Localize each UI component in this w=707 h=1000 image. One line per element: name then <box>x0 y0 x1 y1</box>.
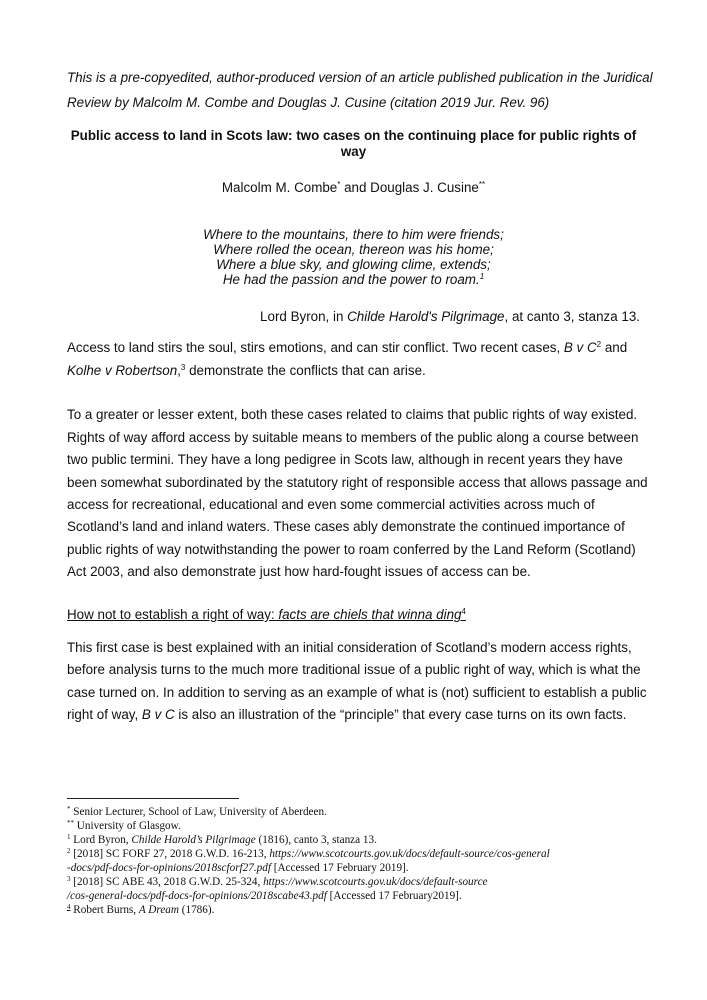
footnote-1-work: Childe Harold’s Pilgrimage <box>131 834 256 846</box>
paragraph-3-line-2: before analysis turns to the much more traditional issue of a public right of way, which is what the <box>67 662 641 677</box>
paragraph-2-line-7: public rights of way notwithstanding the power to roam conferred by the Land Reform (Scotland) <box>67 542 636 557</box>
attribution-work: Childe Harold's Pilgrimage <box>347 309 505 324</box>
paragraph-2-line-8: Act 2003, and also demonstrate just how hard-fought issues of access can be. <box>67 564 531 579</box>
footnote-3-text-a: [2018] SC ABE 43, 2018 G.W.D. 25-324, <box>70 876 264 888</box>
footnote-ref-2[interactable]: 2 <box>596 340 602 349</box>
footnote-double-star-mark: ** <box>67 819 74 827</box>
paragraph-3-line-4 <box>67 707 626 722</box>
epigraph-line-4 <box>0 272 707 287</box>
p3-text-b: is also an illustration of the “principle” that every case turns on its own facts. <box>174 707 627 722</box>
footnote-3-text-b: [Accessed 17 February2019]. <box>326 890 462 902</box>
footnote-1-text-b: (1816), canto 3, stanza 13. <box>255 834 377 846</box>
footnote-star-mark: * <box>67 805 71 813</box>
footnote-3 <box>67 876 488 888</box>
footnote-2-cont <box>67 862 409 874</box>
section-heading <box>67 607 466 622</box>
author-2: Douglas J. Cusine <box>370 180 479 195</box>
footnote-4 <box>67 904 214 916</box>
footnote-2 <box>67 848 550 860</box>
attribution-suffix: , at canto 3, stanza 13. <box>504 309 640 324</box>
paragraph-3-line-1: This first case is best explained with an initial consideration of Scotland’s modern access rights, <box>67 640 632 655</box>
footnote-2-text-b: [Accessed 17 February 2019]. <box>270 862 409 874</box>
attribution-prefix: Lord Byron, in <box>260 309 348 324</box>
publication-note-line-2: Review by Malcolm M. Combe and Douglas J. Cusine (citation 2019 Jur. Rev. 96) <box>67 95 550 110</box>
paragraph-1-line-1 <box>67 340 627 355</box>
footnote-2-text-a: [2018] SC FORF 27, 2018 G.W.D. 16-213, <box>70 848 270 860</box>
p1-text-a: Access to land stirs the soul, stirs emotions, and can stir conflict. Two recent cases, <box>67 340 564 355</box>
footnote-3-mark: 3 <box>67 875 71 883</box>
footnote-ref-3[interactable]: 3 <box>180 363 186 372</box>
footnote-separator <box>67 798 239 799</box>
footnote-3-link-cont[interactable]: /cos-general-docs/pdf-docs-for-opinions/2018scabe43.pdf <box>67 890 327 902</box>
p1-text-c: demonstrate the conflicts that can arise. <box>185 363 426 378</box>
paragraph-1-line-2 <box>67 363 426 378</box>
footnote-double-star-text: University of Glasgow. <box>74 820 181 832</box>
case-name-b-v-c: B v C <box>563 340 597 355</box>
footnote-star-text: Senior Lecturer, School of Law, University of Aberdeen. <box>70 806 327 818</box>
section-heading-italic: facts are chiels that winna ding <box>278 607 462 622</box>
footnote-2-link[interactable]: https://www.scotcourts.gov.uk/docs/default-source/cos-general <box>269 848 550 860</box>
footnote-2-link-cont[interactable]: -docs/pdf-docs-for-opinions/2018scforf27.pdf <box>67 862 271 874</box>
footnote-double-star <box>67 820 181 832</box>
paragraph-3-line-3: case turned on. In addition to serving as an example of what is (not) sufficient to establish a public <box>67 685 647 700</box>
paragraph-2-line-2: Rights of way afford access by suitable means to members of the public along a course between <box>67 430 639 445</box>
paragraph-2-line-3: two public termini. They have a long pedigree in Scots law, although in recent years they have <box>67 452 623 467</box>
p3-case-name: B v C <box>141 707 175 722</box>
footnote-ref-1[interactable]: 1 <box>479 272 485 281</box>
paragraph-2-line-1: To a greater or lesser extent, both these cases related to claims that public rights of way existed. <box>67 407 638 422</box>
footnote-1-text-a: Lord Byron, <box>70 834 132 846</box>
footnote-2-mark: 2 <box>67 847 71 855</box>
case-name-kolhe: Kolhe v Robertson <box>67 363 178 378</box>
authors-joiner: and <box>340 180 371 195</box>
footnote-4-text-a: Robert Burns, <box>70 904 139 916</box>
p1-comma: , <box>177 363 181 378</box>
section-heading-text: How not to establish a right of way: <box>67 607 279 622</box>
paragraph-2-line-5: access for recreational, educational and even some commercial activities across much of <box>67 497 595 512</box>
epigraph-line-1: Where to the mountains, there to him were friends; <box>203 227 504 242</box>
footnote-star <box>67 806 327 818</box>
epigraph-line-4-text: He had the passion and the power to roam. <box>222 272 480 287</box>
paragraph-2-line-6: Scotland’s land and inland waters. These cases ably demonstrate the continued importance of <box>67 519 625 534</box>
author-1: Malcolm M. Combe <box>221 180 338 195</box>
authors <box>0 180 707 195</box>
epigraph-line-2: Where rolled the ocean, thereon was his home; <box>213 242 494 257</box>
p3-text-a: right of way, <box>67 707 142 722</box>
footnote-3-link[interactable]: https://www.scotcourts.gov.uk/docs/default-source <box>263 876 488 888</box>
epigraph-line-3: Where a blue sky, and glowing clime, extends; <box>216 257 491 272</box>
footnote-3-cont <box>67 890 462 902</box>
author-1-footnote-mark[interactable]: * <box>337 180 341 189</box>
paragraph-2-line-4: been somewhat subordinated by the statutory right of responsible access that allows passage and <box>67 475 648 490</box>
p1-text-b: and <box>601 340 628 355</box>
article-title-line-2: way <box>340 144 367 159</box>
publication-note-line-1: This is a pre-copyedited, author-produced version of an article published publication in the Juridical <box>67 70 653 85</box>
footnote-1 <box>67 834 377 846</box>
footnote-4-text-b: (1786). <box>178 904 215 916</box>
footnote-4-work: A Dream <box>138 904 179 916</box>
epigraph-attribution <box>0 309 640 324</box>
footnote-ref-4[interactable]: 4 <box>461 607 466 616</box>
footnote-1-mark: 1 <box>67 833 71 841</box>
footnote-4-mark: 4 <box>67 903 71 911</box>
article-title-line-1: Public access to land in Scots law: two cases on the continuing place for public rights of <box>70 128 637 143</box>
author-2-footnote-mark[interactable]: ** <box>478 180 486 189</box>
